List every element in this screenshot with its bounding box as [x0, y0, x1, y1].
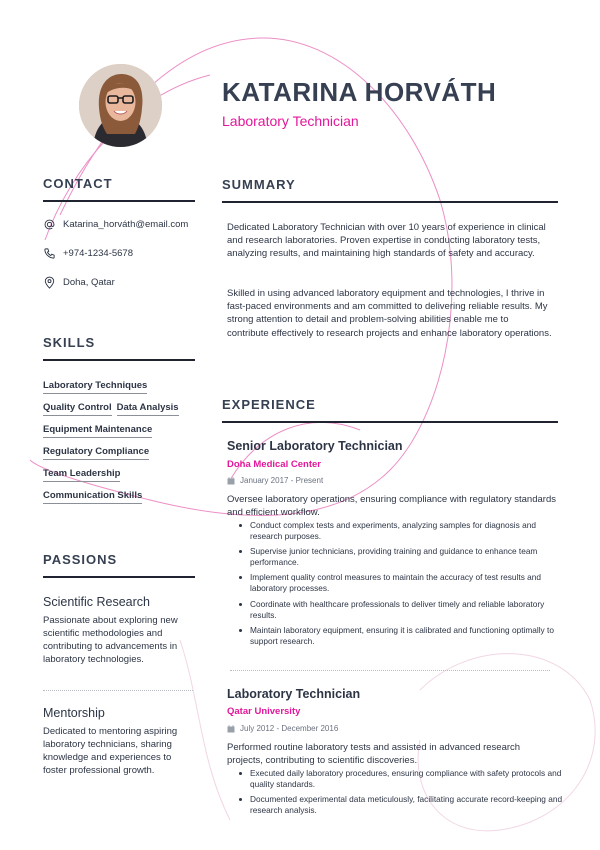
job-description: Oversee laboratory operations, ensuring compliance with regulatory standards and efficient workflow. [227, 494, 556, 518]
passion-text: Passionate about exploring new scientific methodologies and contributing to advancements in laboratory technologies. [43, 615, 178, 665]
contact-heading: CONTACT [43, 176, 113, 191]
experience-heading: EXPERIENCE [222, 397, 316, 412]
skill-tag: Team Leadership [43, 468, 120, 482]
summary-heading: SUMMARY [222, 177, 296, 192]
job-bullets [236, 768, 570, 820]
job-dates [227, 476, 323, 485]
job-dates-text: July 2012 - December 2016 [240, 724, 339, 733]
profile-photo [79, 64, 162, 147]
contact-rule [43, 200, 195, 202]
job-divider [230, 670, 550, 671]
phone-text: +974-1234-5678 [63, 248, 133, 259]
calendar-icon [227, 725, 235, 733]
job-bullet: Executed daily laboratory procedures, ensuring compliance with safety protocols and quality standards. [250, 768, 570, 790]
skill-tag: Regulatory Compliance [43, 446, 149, 460]
email-text: Katarina_horváth@email.com [63, 219, 189, 230]
job-bullet: Conduct complex tests and experiments, analyzing samples for diagnosis and research purposes. [250, 520, 570, 542]
summary-paragraph: Skilled in using advanced laboratory equipment and technologies, I thrive in fast-paced environments and am committed to delivering reliable results. My strong attention to detail and problem-solving abilities enable me to contribute effectively to research projects and enhance laboratory operations. [227, 288, 552, 339]
passions-rule [43, 576, 195, 578]
skill-line [43, 380, 195, 402]
skill-tag: Equipment Maintenance [43, 424, 152, 438]
skill-tag: Quality Control [43, 402, 112, 416]
skills-heading: SKILLS [43, 335, 96, 350]
skill-line [43, 468, 195, 490]
job-dates [227, 724, 338, 733]
skill-tag: Data Analysis [117, 402, 179, 416]
job-dates-text: January 2017 - Present [240, 476, 324, 485]
location-text: Doha, Qatar [63, 277, 115, 288]
summary-paragraph: Dedicated Laboratory Technician with over 10 years of experience in clinical and research laboratories. Proven expertise in conducting laboratory tests, analyzing results, and maintaining high standards of safety and accuracy. [227, 222, 546, 260]
summary-rule [222, 201, 558, 203]
job-description: Performed routine laboratory tests and assisted in advanced research projects, contributing to scientific discoveries. [227, 742, 521, 766]
job-company: Qatar University [227, 706, 301, 717]
contact-location [43, 276, 115, 289]
candidate-name: KATARINA HORVÁTH [222, 77, 497, 107]
job-bullet: Documented experimental data meticulously, facilitating accurate record-keeping and research analysis. [250, 794, 570, 816]
candidate-title: Laboratory Technician [222, 113, 359, 129]
job-company: Doha Medical Center [227, 459, 321, 470]
experience-rule [222, 421, 558, 423]
skill-tag: Communication Skills [43, 490, 142, 504]
contact-email [43, 218, 188, 231]
passion-text: Dedicated to mentoring aspiring laboratory technicians, sharing knowledge and experiences to foster professional growth. [43, 726, 178, 776]
job-title: Senior Laboratory Technician [227, 439, 403, 453]
skills-list [43, 380, 195, 512]
at-icon [43, 218, 56, 231]
skill-line [43, 446, 195, 468]
job-bullet: Implement quality control measures to maintain the accuracy of test results and laboratory processes. [250, 572, 570, 594]
passion-title: Mentorship [43, 706, 105, 720]
contact-phone [43, 247, 133, 260]
job-bullet: Maintain laboratory equipment, ensuring it is calibrated and functioning optimally to support research. [250, 625, 570, 647]
job-bullets [236, 520, 570, 651]
location-pin-icon [43, 276, 56, 289]
skills-rule [43, 359, 195, 361]
skill-line [43, 490, 195, 512]
passions-heading: PASSIONS [43, 552, 118, 567]
phone-icon [43, 247, 56, 260]
calendar-icon [227, 477, 235, 485]
job-title: Laboratory Technician [227, 687, 361, 701]
skill-line [43, 402, 195, 424]
passion-title: Scientific Research [43, 595, 150, 609]
passion-divider [43, 690, 193, 691]
skill-line [43, 424, 195, 446]
job-bullet: Coordinate with healthcare professionals to deliver timely and reliable laboratory results. [250, 599, 570, 621]
job-bullet: Supervise junior technicians, providing training and guidance to enhance team performance. [250, 546, 570, 568]
skill-tag: Laboratory Techniques [43, 380, 147, 394]
